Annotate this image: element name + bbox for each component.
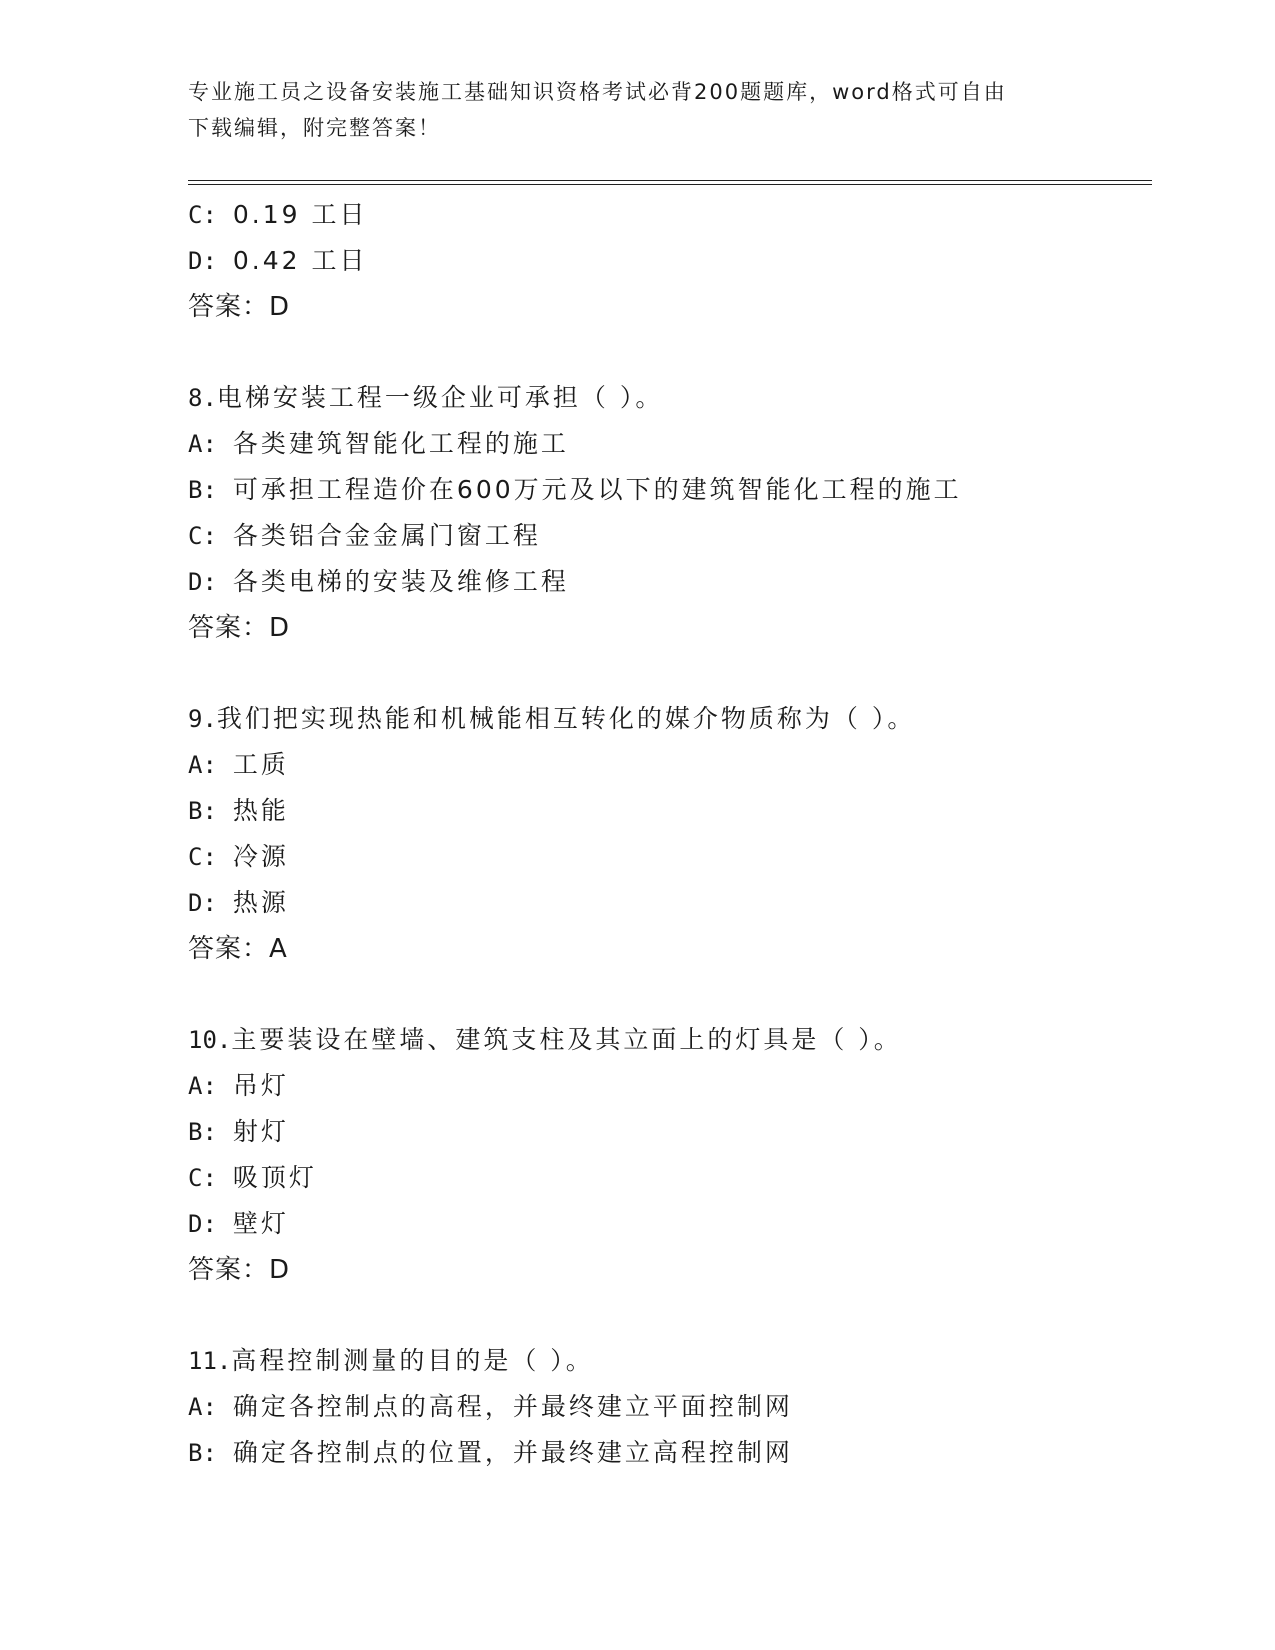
- question-block-9: [188, 696, 1168, 972]
- option-label: C:: [188, 522, 217, 550]
- option-row: [188, 1109, 1168, 1155]
- option-row: [188, 513, 1168, 559]
- option-text: 0.19 工日: [232, 200, 368, 229]
- option-text: 确定各控制点的位置，并最终建立高程控制网: [232, 1438, 793, 1467]
- option-label: D:: [188, 889, 217, 917]
- question-number: 9.: [188, 705, 217, 733]
- option-row: [188, 1384, 1168, 1430]
- option-text: 0.42 工日: [232, 246, 368, 275]
- option-label: B:: [188, 797, 217, 825]
- option-row: [188, 1201, 1168, 1247]
- question-text: 高程控制测量的目的是（ ）。: [231, 1346, 594, 1375]
- option-row: [188, 742, 1168, 788]
- option-row: [188, 788, 1168, 834]
- spacer: [188, 972, 1168, 1017]
- option-row: [188, 1155, 1168, 1201]
- question-stem: [188, 696, 1168, 742]
- answer-line: 答案：D: [188, 1255, 291, 1285]
- spacer: [188, 330, 1168, 375]
- option-row: [188, 1063, 1168, 1109]
- question-number: 10.: [188, 1026, 232, 1054]
- spacer: [188, 651, 1168, 696]
- answer-line: 答案：A: [188, 934, 288, 964]
- question-stem: [188, 1017, 1168, 1063]
- option-text: 吊灯: [232, 1071, 289, 1100]
- question-stem: [188, 375, 1168, 421]
- option-row: [188, 421, 1168, 467]
- question-number: 11.: [188, 1347, 232, 1375]
- option-label: B:: [188, 476, 217, 504]
- option-row: [188, 192, 1168, 238]
- option-text: 可承担工程造价在600万元及以下的建筑智能化工程的施工: [232, 475, 962, 504]
- header-divider-bottom: [188, 184, 1152, 185]
- option-label: B:: [188, 1439, 217, 1467]
- option-label: C:: [188, 201, 217, 229]
- option-text: 壁灯: [232, 1209, 289, 1238]
- option-text: 各类铝合金金属门窗工程: [232, 521, 541, 550]
- option-text: 热源: [232, 888, 289, 917]
- document-header: [188, 74, 1068, 146]
- header-line-2: 下载编辑，附完整答案！: [188, 116, 441, 140]
- spacer: [188, 1293, 1168, 1338]
- option-text: 确定各控制点的高程，并最终建立平面控制网: [232, 1392, 793, 1421]
- option-text: 热能: [232, 796, 289, 825]
- question-text: 我们把实现热能和机械能相互转化的媒介物质称为（ ）。: [216, 704, 916, 733]
- option-label: A:: [188, 751, 217, 779]
- option-label: C:: [188, 1164, 217, 1192]
- option-label: A:: [188, 430, 217, 458]
- option-text: 各类建筑智能化工程的施工: [232, 429, 569, 458]
- header-line-1: 专业施工员之设备安装施工基础知识资格考试必背200题题库，word格式可自由: [188, 80, 1007, 104]
- option-label: D:: [188, 1210, 217, 1238]
- question-stem: [188, 1338, 1168, 1384]
- question-text: 主要装设在壁墙、建筑支柱及其立面上的灯具是（ ）。: [231, 1025, 902, 1054]
- option-label: B:: [188, 1118, 217, 1146]
- answer-line: 答案：D: [188, 613, 291, 643]
- question-block-8: [188, 375, 1168, 651]
- option-text: 各类电梯的安装及维修工程: [232, 567, 569, 596]
- prev-question-block: [188, 192, 1168, 330]
- option-text: 射灯: [232, 1117, 289, 1146]
- option-row: [188, 880, 1168, 926]
- option-row: [188, 238, 1168, 284]
- question-content: [188, 192, 1168, 1476]
- question-number: 8.: [188, 384, 217, 412]
- option-text: 工质: [232, 750, 289, 779]
- header-divider-top: [188, 180, 1152, 181]
- option-label: D:: [188, 247, 217, 275]
- option-label: D:: [188, 568, 217, 596]
- answer-line: 答案：D: [188, 292, 291, 322]
- option-text: 吸顶灯: [232, 1163, 317, 1192]
- question-block-10: [188, 1017, 1168, 1293]
- question-block-11: [188, 1338, 1168, 1476]
- option-row: [188, 834, 1168, 880]
- option-row: [188, 559, 1168, 605]
- option-row: [188, 467, 1168, 513]
- option-row: [188, 1430, 1168, 1476]
- option-label: C:: [188, 843, 217, 871]
- option-label: A:: [188, 1393, 217, 1421]
- option-text: 冷源: [232, 842, 289, 871]
- question-text: 电梯安装工程一级企业可承担（ ）。: [216, 383, 664, 412]
- option-label: A:: [188, 1072, 217, 1100]
